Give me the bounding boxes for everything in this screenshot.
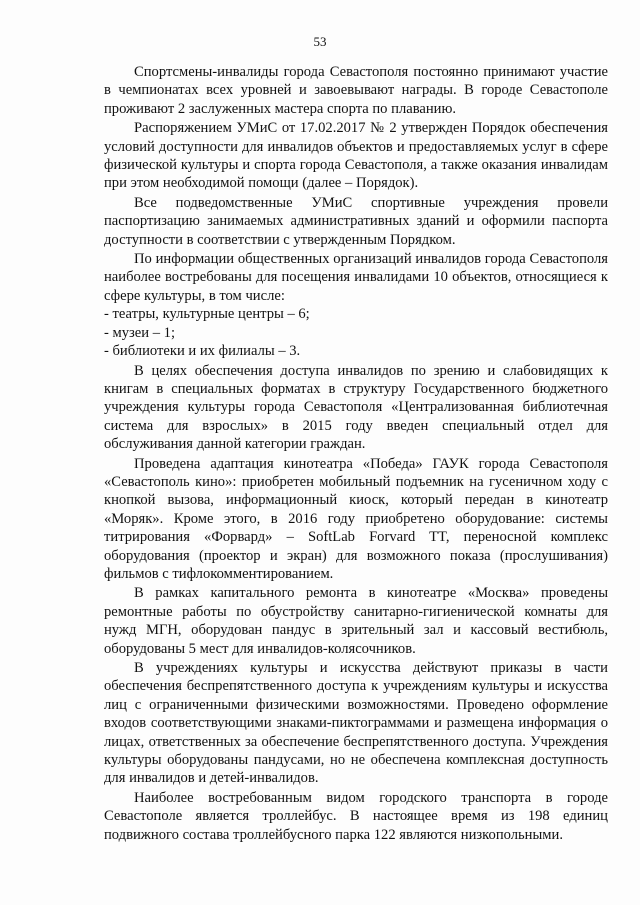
paragraph-library-department: В целях обеспечения доступа инвалидов по зрению и слабовидящих к книгам в специальных форматах в структуру Государственного бюджетного учреждения культуры города Севастополя «Централизованная библиотечная система для взрослых» в 2015 году введен специальный отдел для обслуживания данной категории граждан.: [104, 362, 608, 453]
paragraph-accessibility-order: Распоряжением УМиС от 17.02.2017 № 2 утвержден Порядок обеспечения условий доступности для инвалидов объектов и предоставляемых услуг в сфере физической культуры и спорта города Севастополя, а также оказания инвалидам при этом необходимой помощи (далее – Порядок).: [104, 120, 608, 192]
paragraph-cinema-moskva: В рамках капитального ремонта в кинотеатре «Москва» проведены ремонтные работы по обустройству санитарно-гигиенической комнаты для нужд МГН, оборудован пандус в зрительный зал и кассовый вестибюль, оборудованы 5 мест для инвалидов-колясочников.: [104, 585, 608, 657]
document-body: [104, 63, 608, 844]
paragraph-passportization: Все подведомственные УМиС спортивные учреждения провели паспортизацию занимаемых административных зданий и оформили паспорта доступности в соответствии с утвержденным Порядком.: [104, 194, 608, 248]
paragraph-trolleybus: Наиболее востребованным видом городского транспорта в городе Севастополе является троллейбус. В настоящее время из 198 единиц подвижного состава троллейбусного парка 122 являются низкопольными.: [104, 789, 608, 843]
list-item-theaters: - театры, культурные центры – 6;: [104, 306, 310, 323]
list-item-museums: - музеи – 1;: [104, 324, 176, 341]
paragraph-culture-objects: По информации общественных организаций инвалидов города Севастополя наиболее востребованы для посещения инвалидами 10 объектов, относящиеся к сфере культуры, в том числе:: [104, 251, 608, 304]
paragraph-cinema-pobeda: Проведена адаптация кинотеатра «Победа» ГАУК города Севастополя «Севастополь кино»: приобретен мобильный подъемник на гусеничном ходу с кнопкой вызова, информационный киоск, который передан в кинотеатр «Моряк». Кроме этого, в 2016 году приобретено оборудование: системы титрирования «Форвард» – SoftLab Forvard TT, переносной комплекс оборудования (проектор и экран) для возможного показа (прослушивания) фильмов с тифлокомментированием.: [104, 455, 608, 582]
list-item-libraries: - библиотеки и их филиалы – 3.: [104, 343, 301, 360]
paragraph-disabled-athletes: Спортсмены-инвалиды города Севастополя постоянно принимают участие в чемпионатах всех уровней и завоевывают награды. В городе Севастополе проживают 2 заслуженных мастера спорта по плаванию.: [104, 64, 608, 117]
page-number: 53: [313, 34, 327, 49]
paragraph-culture-institutions: В учреждениях культуры и искусства действуют приказы в части обеспечения беспрепятственного доступа к учреждениям культуры и искусства лиц с ограниченными физическими возможностями. Проведено оформление входов соответствующими знаками-пиктограммами и размещена информация о лицах, ответственных за обеспечение беспрепятственного доступа. Учреждения культуры оборудованы пандусами, но не обеспечена комплексная доступность для инвалидов и детей-инвалидов.: [104, 660, 608, 787]
